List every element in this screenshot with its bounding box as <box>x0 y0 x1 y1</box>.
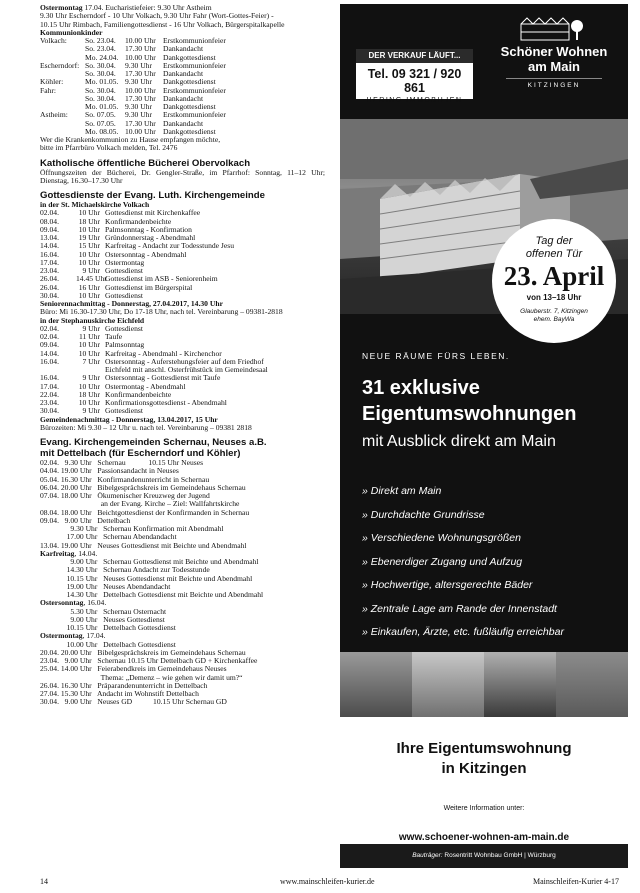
text-line-body: 9.00 Uhr Neuses Gottesdienst <box>40 615 165 624</box>
schernau-heading-2: mit Dettelbach (für Escherndorf und Köhler) <box>40 448 241 459</box>
schedule-row <box>40 292 325 300</box>
schedule-row <box>40 407 325 415</box>
feature-item: » Zentrale Lage am Rande der Innenstadt <box>362 602 557 615</box>
text-line-body: 14.30 Uhr Dettelbach Gottesdienst mit Beichte und Abendmahl <box>40 591 264 599</box>
text-line <box>40 525 325 533</box>
schedule-cell: 08.04. <box>40 217 59 226</box>
text-line <box>40 591 325 599</box>
schernau-heading-1: Evang. Kirchengemeinden Schernau, Neuses a.B. <box>40 437 267 448</box>
schedule-cell: 10.00 Uhr <box>125 37 156 45</box>
schedule-cell: Konfirmationsgottesdienst - Abendmahl <box>105 399 227 407</box>
schedule-cell <box>40 45 85 53</box>
text-line-body: 9.00 Uhr Schernau Gottesdienst mit Beichte und Abendmahl <box>40 558 259 566</box>
schedule-cell: 10 Uhr <box>78 341 100 350</box>
cta-line1: Ihre Eigentumswohnung <box>396 740 572 757</box>
schernau-services <box>40 459 325 707</box>
schedule-row <box>40 234 325 242</box>
text-line-body: 02.04. 9.30 Uhr Schernau 10.15 Uhr Neuses <box>40 459 204 467</box>
schedule-row <box>40 391 325 399</box>
schedule-cell: Palmsonntag <box>105 341 145 350</box>
text-line <box>40 542 325 550</box>
text-line-body: 25.04. 14.00 Uhr Feierabendkreis im Gemeindehaus Neuses <box>40 665 227 674</box>
schedule-cell: Ostermontag - Abendmahl <box>105 382 186 391</box>
easter-mass-block <box>40 4 325 37</box>
schedule-row <box>40 275 325 283</box>
text-line <box>40 682 325 690</box>
schedule-cell: Dankgottesdienst <box>163 78 216 87</box>
schedule-cell: Eichfeld mit anschl. Osterfrühstück im Gemeindesaal <box>105 366 268 374</box>
schedule-cell: So. 23.04. <box>85 45 116 54</box>
schedule-row <box>40 251 325 259</box>
text-line-body: 10.00 Uhr Dettelbach Gottesdienst <box>40 640 176 649</box>
lifestyle-photo-strip <box>340 652 628 717</box>
text-line-bold: Ostersonntag <box>40 599 84 608</box>
building-logo-icon <box>519 16 589 42</box>
text-line <box>40 583 325 591</box>
schedule-cell: Fahr: <box>40 86 57 95</box>
text-line-body: 14.30 Uhr Schernau Andacht zur Todesstunde <box>40 566 210 575</box>
schedule-cell: 17.04. <box>40 382 59 391</box>
text-line-body: 17.00 Uhr Schernau Abendandacht <box>40 533 177 542</box>
schedule-cell: 16.04. <box>40 357 59 366</box>
text-line <box>40 509 325 517</box>
schedule-cell: 15 Uhr <box>78 242 100 251</box>
schedule-cell: Gottesdienst <box>105 324 143 333</box>
text-line <box>40 500 325 508</box>
open-house-badge <box>492 219 616 343</box>
schedule-cell <box>40 128 85 136</box>
schedule-cell: 9.30 Uhr <box>125 103 152 111</box>
text-line <box>40 632 325 640</box>
schedule-cell: Ostersonntag - Gottesdienst mit Taufe <box>105 374 221 383</box>
schedule-cell: Mo. 24.04. <box>85 53 119 62</box>
schedule-cell: 10 Uhr <box>78 250 100 259</box>
sick-communion-note <box>40 136 325 153</box>
schedule-row <box>40 103 325 111</box>
feature-item: » Verschiedene Wohnungsgrößen <box>362 532 521 544</box>
schedule-cell: Astheim: <box>40 111 68 120</box>
issue-label: Mainschleifen-Kurier 4-17 <box>533 877 619 886</box>
schedule-row <box>40 226 325 234</box>
schedule-cell: 14.45 Uhr <box>76 275 107 284</box>
schedule-cell: So. 30.04. <box>85 70 116 78</box>
schedule-cell: Palmsonntag - Konfirmation <box>105 225 192 234</box>
text-line <box>40 476 325 484</box>
text-line <box>40 649 325 657</box>
schedule-cell: 10 Uhr <box>78 349 100 358</box>
feature-list <box>362 480 564 645</box>
schedule-cell: 18 Uhr <box>78 390 100 399</box>
site-url: www.mainschleifen-kurier.de <box>280 877 375 886</box>
schedule-row <box>40 374 325 382</box>
text-line <box>40 484 325 492</box>
schedule-cell: 9 Uhr <box>82 267 100 275</box>
developer-label: Bauträger: <box>412 852 443 859</box>
badge-date: 23. April <box>503 261 605 291</box>
schedule-cell <box>40 366 76 374</box>
text-line <box>40 608 325 616</box>
text-line-bold: Kommunionkinder <box>40 28 103 37</box>
text-line-body: 08.04. 18.00 Uhr Beichtgottesdienst der Konfirmanden in Schernau <box>40 508 250 517</box>
text-line <box>40 492 325 500</box>
schedule-cell: So. 23.04. <box>85 37 116 45</box>
website-link[interactable]: www.schoener-wohnen-am-main.de <box>398 832 570 843</box>
schedule-cell: 30.04. <box>40 291 59 300</box>
schedule-cell <box>40 103 85 111</box>
schedule-cell: 16 Uhr <box>78 283 100 292</box>
text-line: bitte im Pfarrbüro Volkach melden, Tel. 2476 <box>40 144 178 153</box>
schedule-cell: Gottesdienst <box>105 267 143 275</box>
photo-riverside <box>412 652 484 717</box>
schedule-cell: 19 Uhr <box>78 234 100 242</box>
eichfeld-subheading: in der Stephanuskirche Eichfeld <box>40 315 145 325</box>
schedule-cell: Dankgottesdienst <box>163 127 216 136</box>
text-line-body: 04.04. 19.00 Uhr Passionsandacht in Neuses <box>40 467 179 476</box>
schedule-cell: 10 Uhr <box>78 382 100 391</box>
text-line-body: 20.04. 20.00 Uhr Bibelgesprächskreis im Gemeindehaus Schernau <box>40 648 246 657</box>
volkach-services <box>40 209 325 300</box>
schedule-cell: Dankgottesdienst <box>163 53 216 62</box>
communion-schedule <box>40 37 325 136</box>
schedule-cell: Mo. 01.05. <box>85 78 119 87</box>
schedule-row <box>40 54 325 62</box>
schedule-cell <box>40 120 85 128</box>
text-line-body: 10.15 Uhr Dettelbach Gottesdienst <box>40 624 176 632</box>
schedule-cell: So. 07.05. <box>85 119 116 128</box>
schedule-cell: Dankandacht <box>163 45 204 54</box>
logo-divider <box>506 78 602 79</box>
schedule-cell: Karfreitag - Abendmahl - Kirchenchor <box>105 349 222 358</box>
text-line-body: 9.30 Uhr Schernau Konfirmation mit Abendmahl <box>40 525 224 533</box>
text-line-body: 13.04. 19.00 Uhr Neuses Gottesdienst mit Beichte und Abendmahl <box>40 541 247 550</box>
text-line-body: 30.04. 9.00 Uhr Neuses GD 10.15 Uhr Schernau GD <box>40 698 227 707</box>
schedule-cell: 10 Uhr <box>78 225 100 234</box>
text-line <box>40 566 325 574</box>
text-line-body: , 16.04. <box>83 599 107 608</box>
text-line <box>40 21 325 29</box>
schedule-row <box>40 350 325 358</box>
text-line <box>40 616 325 624</box>
schedule-cell: 22.04. <box>40 390 59 399</box>
text-line-bold: Ostermontag <box>40 4 83 12</box>
volkach-subheading: in der St. Michaelskirche Volkach <box>40 200 150 209</box>
schedule-row <box>40 341 325 349</box>
badge-line2: offenen Tür <box>525 248 583 260</box>
schedule-cell: 10.00 Uhr <box>125 127 156 136</box>
text-line-body: 10.15 Uhr Neuses Gottesdienst mit Beichte und Abendmahl <box>40 574 253 583</box>
schedule-cell: Gottesdienst im ASB - Seniorenheim <box>105 275 218 284</box>
office-hours-volkach: Büro: Mi 16.30-17.30 Uhr, Do 17-18 Uhr, nach tel. Vereinbarung – 09381-2818 <box>40 308 283 317</box>
text-line <box>40 575 325 583</box>
schedule-cell: Dankgottesdienst <box>163 103 216 111</box>
developer-footer <box>340 844 628 868</box>
schedule-cell: Köhler: <box>40 78 64 87</box>
ad-headline-2: Eigentumswohnungen <box>362 403 577 425</box>
schedule-cell: 7 Uhr <box>82 357 100 366</box>
schedule-cell: 09.04. <box>40 225 59 234</box>
text-line-body: 19.00 Uhr Neuses Abendandacht <box>40 582 171 591</box>
text-line-bold: Karfreitag <box>40 549 75 558</box>
text-line <box>40 599 325 607</box>
schedule-cell: 9 Uhr <box>82 374 100 383</box>
text-line-body: 5.30 Uhr Schernau Osternacht <box>40 607 167 616</box>
schedule-cell: Erstkommunionfeier <box>163 61 226 70</box>
office-hours-eichfeld: Bürozeiten: Mi 9.30 – 12 Uhr u. nach tel. Vereinbarung – 09381 2818 <box>40 423 252 432</box>
schedule-row <box>40 128 325 136</box>
schedule-cell: Dankandacht <box>163 94 204 103</box>
schedule-cell: 10 Uhr <box>78 209 100 218</box>
eichfeld-services <box>40 325 325 416</box>
schedule-row <box>40 399 325 407</box>
real-estate-ad <box>340 4 628 868</box>
text-line-body: 10.15 Uhr Rimbach, Familiengottesdienst - 16 Uhr Volkach, Bürgerspitalkapelle <box>40 20 285 29</box>
schedule-cell: Konfirmandenbeichte <box>105 217 172 226</box>
text-line-body: 05.04. 16.30 Uhr Konfirmandenunterricht in Schernau <box>40 475 210 484</box>
text-line <box>40 517 325 525</box>
text-line <box>40 558 325 566</box>
schedule-cell: Ostersonntag - Abendmahl <box>105 250 187 259</box>
schedule-cell <box>76 366 105 374</box>
schedule-cell: 9 Uhr <box>82 324 100 333</box>
schedule-cell: 26.04. <box>40 283 59 292</box>
logo-title-1: Schöner Wohnen <box>500 44 608 59</box>
schedule-cell: Dankandacht <box>163 119 204 128</box>
schedule-row <box>40 325 325 333</box>
left-column <box>40 4 325 707</box>
library-hours: Öffnungszeiten der Bücherei, Dr. Gengler-Straße, im Pfarrhof: Sonntag, 11–12 Uhr; Dienstag, 16.30–17.30 Uhr <box>40 167 325 185</box>
schedule-row <box>40 209 325 217</box>
text-line-body: 23.04. 9.00 Uhr Schernau 10.15 Uhr Dettelbach GD + Kirchenkaffee <box>40 657 258 665</box>
page-number: 14 <box>40 877 48 886</box>
ad-headline-3: mit Ausblick direkt am Main <box>362 433 556 450</box>
schedule-cell: So. 07.05. <box>85 111 116 120</box>
schedule-cell: 16.04. <box>40 374 59 383</box>
schedule-cell: Erstkommunionfeier <box>163 37 226 45</box>
schedule-row <box>40 111 325 119</box>
schedule-cell: 14.04. <box>40 349 59 358</box>
feature-item: » Ebenerdiger Zugang und Aufzug <box>362 555 523 568</box>
schedule-cell: 13.04. <box>40 234 59 242</box>
text-line <box>40 674 325 682</box>
text-line <box>40 641 325 649</box>
schedule-row <box>40 333 325 341</box>
schedule-row <box>40 383 325 391</box>
text-line <box>40 12 325 20</box>
schedule-cell: 02.04. <box>40 324 59 333</box>
text-line-body: 9.30 Uhr Escherndorf - 10 Uhr Volkach, 9.30 Uhr Fahr (Wort-Gottes-Feier) - <box>40 12 274 21</box>
text-line <box>40 459 325 467</box>
schedule-cell: 10 Uhr <box>78 258 100 267</box>
text-line-body: an der Evang. Kirche – Ziel: Wallfahrtskirche <box>40 500 240 509</box>
schedule-cell: 30.04. <box>40 407 59 416</box>
badge-address: Glauberstr. 7, Kitzingen <box>520 308 588 315</box>
schedule-cell: 17.30 Uhr <box>125 94 156 103</box>
badge-address-note: ehem. BayWa <box>533 316 575 323</box>
schedule-cell: Gottesdienst im Bürgerspital <box>105 283 193 292</box>
schedule-cell: 23.04. <box>40 399 59 407</box>
schedule-cell: 17.30 Uhr <box>125 45 156 54</box>
ad-headline-1: 31 exklusive <box>362 377 480 399</box>
schedule-cell: 23.04. <box>40 267 59 275</box>
text-line-body: 09.04. 9.00 Uhr Dettelbach <box>40 516 131 525</box>
schedule-row <box>40 366 325 374</box>
library-heading: Katholische öffentliche Bücherei Obervolkach <box>40 157 251 169</box>
schedule-cell: Konfirmandenbeichte <box>105 390 172 399</box>
text-line <box>40 4 325 12</box>
project-logo <box>490 14 618 89</box>
logo-city: KITZINGEN <box>527 82 581 89</box>
sale-company: HERING IMMOBILIEN <box>366 97 463 104</box>
schedule-row <box>40 78 325 86</box>
schedule-row <box>40 242 325 250</box>
schedule-cell: Mo. 08.05. <box>85 127 119 136</box>
text-line-body: Thema: „Demenz – wie gehen wir damit um?“ <box>40 673 243 682</box>
feature-item: » Hochwertige, altersgerechte Bäder <box>362 579 533 591</box>
schedule-cell: 17.30 Uhr <box>125 70 156 78</box>
evang-heading: Gottesdienste der Evang. Luth. Kirchengemeinde <box>40 190 265 201</box>
schedule-cell: 02.04. <box>40 333 59 341</box>
text-line <box>40 533 325 541</box>
badge-time: von 13–18 Uhr <box>526 293 582 302</box>
badge-line1: Tag der <box>535 235 573 247</box>
text-line-body: 07.04. 18.00 Uhr Ökumenischer Kreuzweg der Jugend <box>40 492 210 500</box>
schedule-cell: 14.04. <box>40 242 59 251</box>
schedule-row <box>40 62 325 70</box>
cta-line2: in Kitzingen <box>441 760 527 777</box>
schedule-cell: Erstkommunionfeier <box>163 111 226 120</box>
text-line-body: 06.04. 20.00 Uhr Bibelgesprächskreis im Gemeindehaus Schernau <box>40 483 246 492</box>
schedule-cell: Karfreitag - Andacht zur Todesstunde Jesu <box>105 242 235 251</box>
logo-title-2: am Main <box>527 59 580 74</box>
schedule-cell: Dankandacht <box>163 70 204 78</box>
schedule-cell: So. 30.04. <box>85 61 116 70</box>
schedule-cell: Ostermontag <box>105 258 145 267</box>
schedule-cell: Escherndorf: <box>40 61 80 70</box>
ad-tagline: NEUE RÄUME FÜRS LEBEN. <box>362 351 510 361</box>
schedule-cell: Gottesdienst mit Kirchenkaffee <box>105 209 201 218</box>
text-line <box>40 29 325 37</box>
text-line-body: , 17.04. <box>82 632 106 641</box>
sale-box <box>356 49 473 104</box>
schedule-cell: 9 Uhr <box>82 407 100 416</box>
schedule-row <box>40 259 325 267</box>
community-afternoon: Gemeindenachmittag - Donnerstag, 13.04.2017, 15 Uhr <box>40 415 218 424</box>
schedule-row <box>40 267 325 275</box>
senior-afternoon: Seniorennachmittag - Donnerstag, 27.04.2017, 14.30 Uhr <box>40 300 223 308</box>
schedule-cell: Taufe <box>105 333 123 341</box>
schedule-cell: 10.00 Uhr <box>125 86 156 95</box>
schedule-row <box>40 218 325 226</box>
developer-name: Rosentritt Wohnbau GmbH | Würzburg <box>444 852 556 859</box>
schedule-cell: 10.00 Uhr <box>125 53 156 62</box>
schedule-row <box>40 45 325 53</box>
schedule-cell: 09.04. <box>40 341 59 350</box>
schedule-cell: 26.04. <box>40 275 59 284</box>
schedule-cell <box>40 95 85 103</box>
schedule-cell: 9.30 Uhr <box>125 61 152 70</box>
schedule-cell: So. 30.04. <box>85 86 116 95</box>
schedule-cell: Gottesdienst <box>105 291 143 300</box>
feature-item: » Einkaufen, Ärzte, etc. fußläufig erreichbar <box>362 626 564 638</box>
photo-street <box>484 652 556 717</box>
text-line <box>40 467 325 475</box>
text-line-bold: Ostermontag <box>40 632 83 641</box>
text-line-body: , 14.04. <box>74 549 98 558</box>
schedule-cell: 10 Uhr <box>78 399 100 407</box>
text-line-body: 27.04. 15.30 Uhr Andacht im Wohnstift Dettelbach <box>40 690 199 698</box>
schedule-cell: Volkach: <box>40 37 67 45</box>
schedule-cell: 18 Uhr <box>78 217 100 226</box>
schedule-cell <box>40 70 85 78</box>
text-line <box>40 665 325 673</box>
text-line <box>40 657 325 665</box>
photo-building <box>556 652 628 717</box>
photo-couple <box>340 652 412 717</box>
sale-phone: Tel. 09 321 / 920 861 <box>367 67 462 95</box>
schedule-cell: Gottesdienst <box>105 407 143 416</box>
text-line <box>40 550 325 558</box>
schedule-cell: 16.04. <box>40 250 59 259</box>
schedule-row <box>40 284 325 292</box>
text-line-body: 17.04. Eucharistiefeier: 9.30 Uhr Astheim <box>82 4 212 12</box>
schedule-row <box>40 358 325 366</box>
schedule-cell: Mo. 01.05. <box>85 103 119 111</box>
schedule-cell: So. 30.04. <box>85 94 116 103</box>
feature-item: » Direkt am Main <box>362 485 442 497</box>
text-line <box>40 624 325 632</box>
schedule-cell: 9.30 Uhr <box>125 111 152 120</box>
schedule-cell: Ostersonntag - Auferstehungsfeier auf dem Friedhof <box>105 357 264 366</box>
schedule-cell: 02.04. <box>40 209 59 218</box>
schedule-cell: 17.04. <box>40 258 59 267</box>
sale-header: DER VERKAUF LÄUFT... <box>356 49 473 63</box>
info-label: Weitere Information unter: <box>443 805 525 812</box>
schedule-row <box>40 95 325 103</box>
schedule-cell: Gründonnerstag - Abendmahl <box>105 234 196 242</box>
schedule-row <box>40 70 325 78</box>
schedule-cell <box>40 54 85 62</box>
schedule-row <box>40 87 325 95</box>
schedule-cell: 17.30 Uhr <box>125 119 156 128</box>
text-line-body: 26.04. 16.30 Uhr Präparandenunterricht in Dettelbach <box>40 681 208 690</box>
schedule-cell: 11 Uhr <box>78 333 100 341</box>
text-line <box>40 690 325 698</box>
schedule-cell: Erstkommunionfeier <box>163 86 226 95</box>
feature-item: » Durchdachte Grundrisse <box>362 508 485 521</box>
schedule-row <box>40 37 325 45</box>
schedule-cell: 9.30 Uhr <box>125 78 152 87</box>
schedule-row <box>40 120 325 128</box>
text-line <box>40 698 325 706</box>
text-line: Wer die Krankenkommunion zu Hause empfangen möchte, <box>40 136 221 144</box>
schedule-cell: 10 Uhr <box>78 291 100 300</box>
